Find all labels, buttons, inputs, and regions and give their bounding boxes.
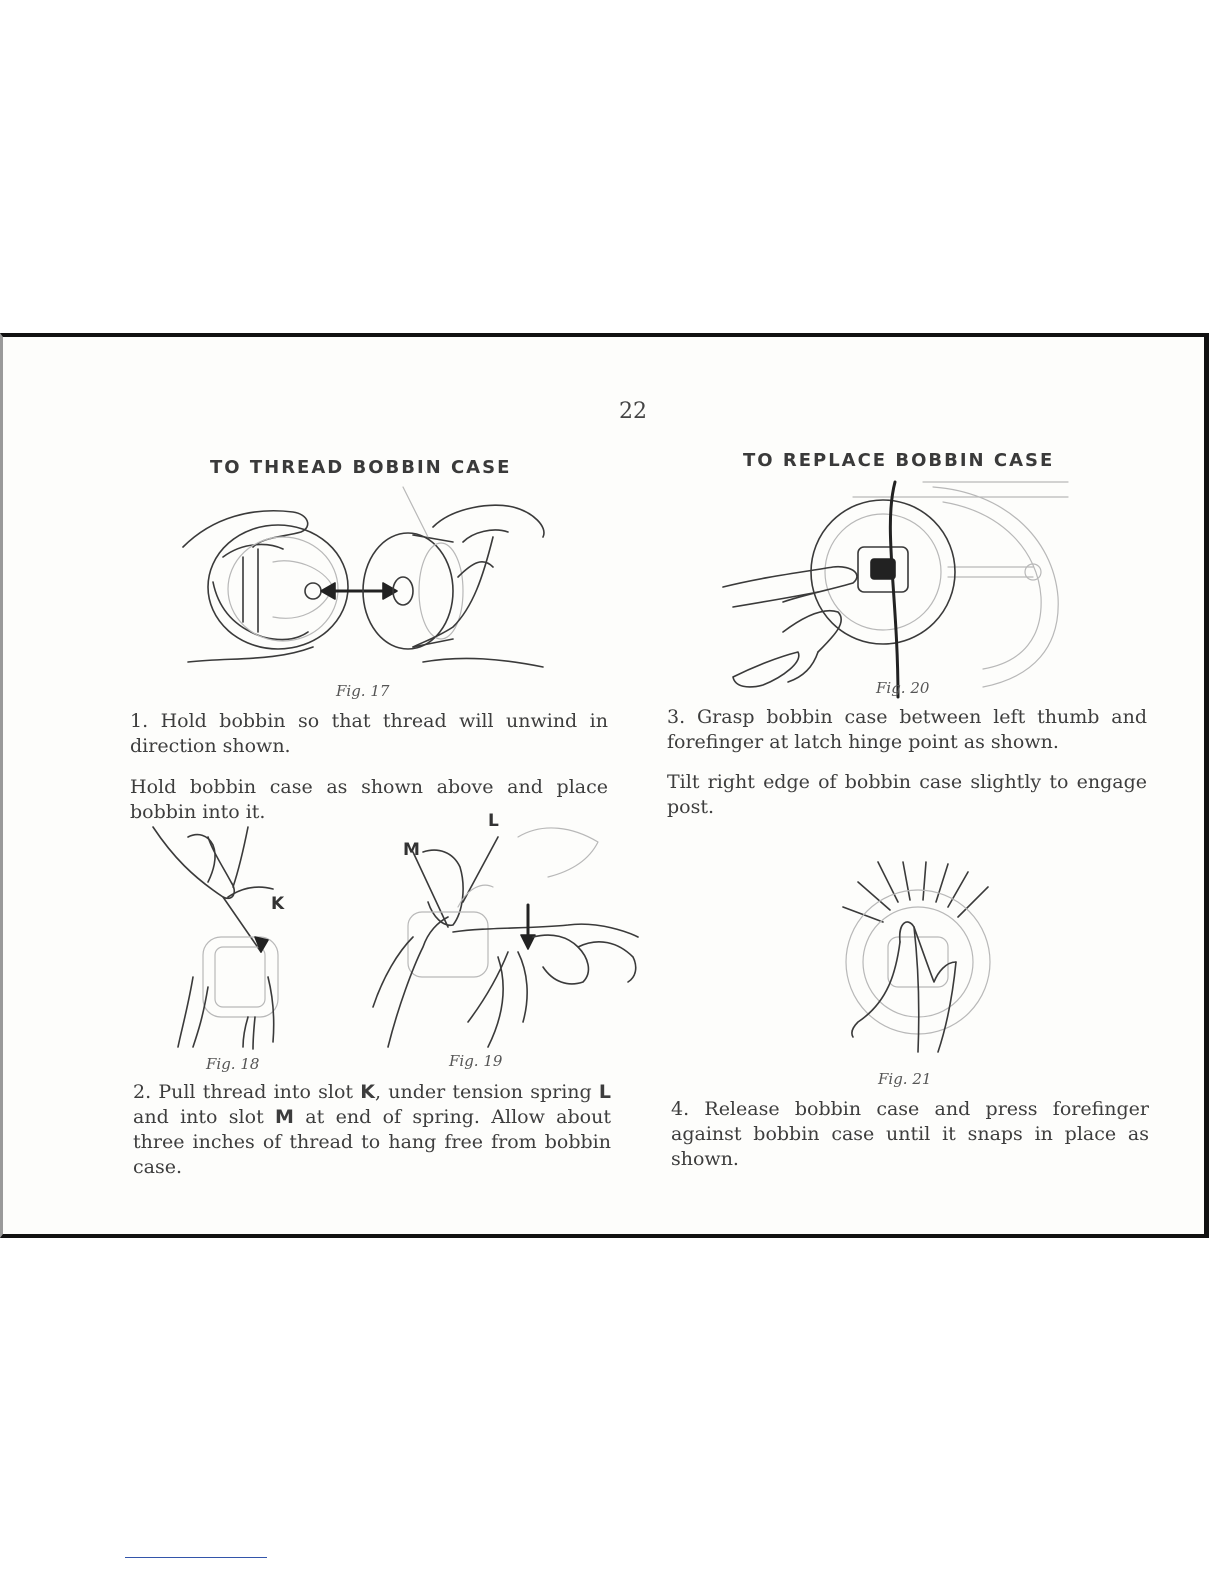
step2-text-part3: and into slot bbox=[133, 1106, 276, 1128]
fig20-caption: Fig. 20 bbox=[876, 679, 930, 697]
fig21-illustration bbox=[838, 862, 1003, 1057]
step2-text bbox=[133, 1080, 611, 1180]
manual-page bbox=[0, 333, 1209, 1238]
step2-text-part2: , under tension spring bbox=[375, 1081, 599, 1103]
fig19-caption: Fig. 19 bbox=[449, 1052, 503, 1070]
step1b-text: Hold bobbin case as shown above and place bobbin into it. bbox=[130, 776, 608, 823]
page-number: 22 bbox=[619, 399, 647, 424]
fig17-caption: Fig. 17 bbox=[336, 682, 390, 700]
thread-bobbin-case-heading: TO THREAD BOBBIN CASE bbox=[210, 457, 512, 478]
step2-spring-l: L bbox=[598, 1081, 611, 1103]
fig19-label-m: M bbox=[403, 840, 420, 860]
fig18-label-k: K bbox=[271, 894, 285, 914]
step3b-text: Tilt right edge of bobbin case slightly to engage post. bbox=[667, 771, 1147, 818]
step1-text: 1. Hold bobbin so that thread will unwind in direction shown. bbox=[130, 710, 608, 757]
step2-text-part1: 2. Pull thread into slot bbox=[133, 1081, 361, 1103]
step3-text: 3. Grasp bobbin case between left thumb and forefinger at latch hinge point as shown. bbox=[667, 706, 1147, 753]
step2-slot-m: M bbox=[275, 1106, 294, 1128]
step4-text: 4. Release bobbin case and press forefinger against bobbin case until it snaps in place as shown. bbox=[671, 1098, 1149, 1170]
fig20-illustration bbox=[723, 477, 1073, 702]
fig19-label-l: L bbox=[488, 811, 499, 831]
step2-slot-k: K bbox=[360, 1081, 375, 1103]
fig17-illustration bbox=[173, 487, 553, 672]
footer-rule bbox=[125, 1557, 267, 1558]
fig21-caption: Fig. 21 bbox=[878, 1070, 932, 1088]
step2-text-part4: at end of spring. Allow about three inches of thread to hang free from bobbin case. bbox=[133, 1106, 611, 1178]
fig18-caption: Fig. 18 bbox=[206, 1055, 260, 1073]
fig18-illustration bbox=[153, 827, 303, 1052]
replace-bobbin-case-heading: TO REPLACE BOBBIN CASE bbox=[743, 450, 1055, 471]
